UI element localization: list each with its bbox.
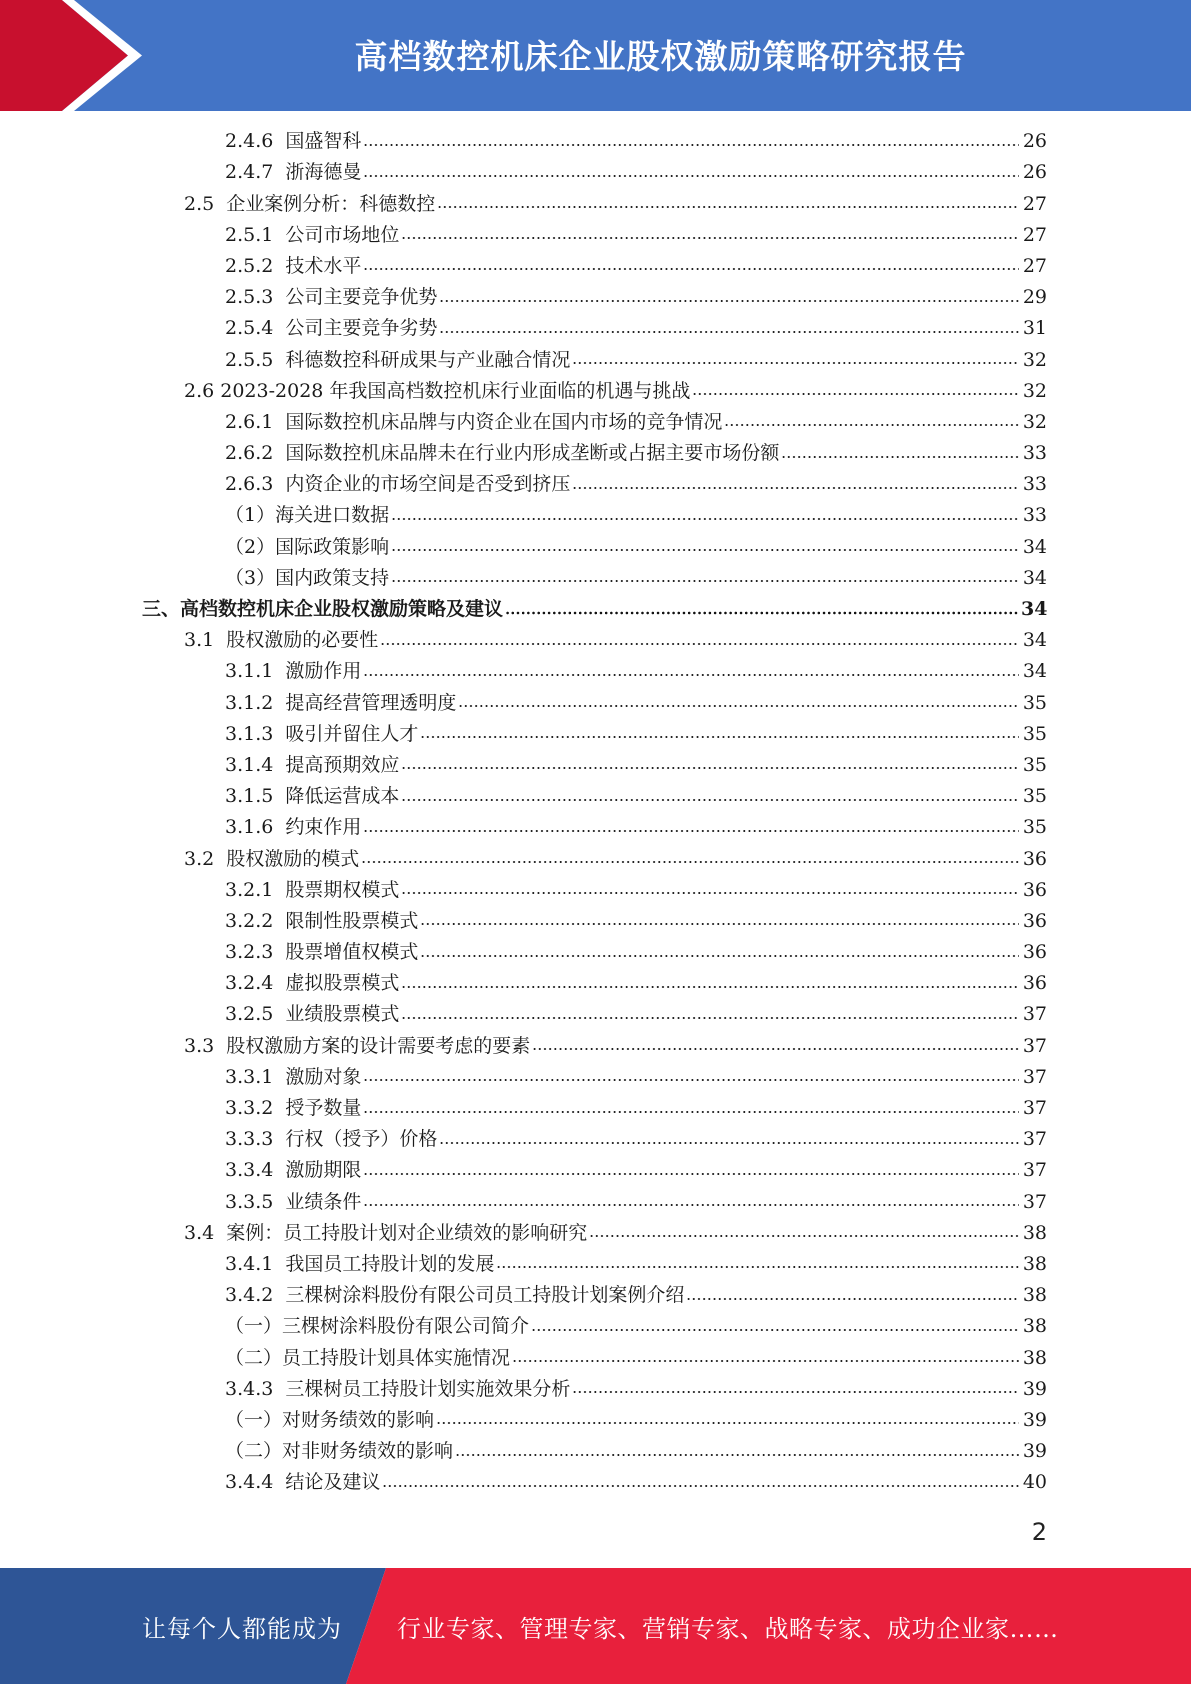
- toc-dot-leader: [363, 142, 1019, 147]
- toc-dot-leader: [512, 1359, 1019, 1364]
- toc-entry-page: 27: [1022, 192, 1047, 215]
- toc-entry-page: 34: [1022, 629, 1047, 652]
- toc-dot-leader: [724, 423, 1019, 428]
- toc-entry-page: 27: [1022, 223, 1047, 246]
- toc-entry-title: 2.4.7 浙海德曼: [225, 161, 362, 184]
- toc-entry[interactable]: [0, 719, 1191, 750]
- toc-entry-page: 35: [1022, 785, 1047, 808]
- toc-dot-leader: [363, 1109, 1019, 1114]
- toc-dot-leader: [363, 267, 1019, 272]
- toc-entry[interactable]: [0, 1311, 1191, 1342]
- toc-entry[interactable]: [0, 376, 1191, 407]
- toc-entry[interactable]: [0, 1218, 1191, 1249]
- toc-entry-title: 3.3 股权激励方案的设计需要考虑的要素: [184, 1034, 531, 1057]
- toc-dot-leader: [589, 1234, 1019, 1239]
- toc-dot-leader: [436, 1421, 1019, 1426]
- toc-entry-page: 37: [1022, 1065, 1047, 1088]
- toc-entry-page: 39: [1022, 1377, 1047, 1400]
- toc-dot-leader: [572, 361, 1019, 366]
- toc-entry-page: 32: [1022, 379, 1047, 402]
- toc-entry[interactable]: [0, 937, 1191, 968]
- toc-entry-title: 3.2.3 股票增值权模式: [225, 941, 419, 964]
- toc-entry[interactable]: [0, 1155, 1191, 1186]
- toc-entry-page: 37: [1022, 1190, 1047, 1213]
- toc-entry-title: 2.4.6 国盛智科: [225, 130, 362, 153]
- toc-entry-title: （二）员工持股计划具体实施情况: [225, 1346, 511, 1369]
- toc-entry-page: 36: [1022, 847, 1047, 870]
- toc-entry[interactable]: [0, 469, 1191, 500]
- toc-entry[interactable]: [0, 625, 1191, 656]
- toc-dot-leader: [391, 516, 1019, 521]
- toc-entry-page: 36: [1022, 878, 1047, 901]
- toc-entry[interactable]: [0, 157, 1191, 188]
- toc-entry[interactable]: [0, 1030, 1191, 1061]
- toc-entry-title: 2.6.1 国际数控机床品牌与内资企业在国内市场的竞争情况: [225, 410, 723, 433]
- toc-dot-leader: [420, 953, 1019, 958]
- toc-entry[interactable]: [0, 1405, 1191, 1436]
- toc-entry[interactable]: [0, 750, 1191, 781]
- toc-entry[interactable]: [0, 1186, 1191, 1217]
- toc-entry-page: 36: [1022, 909, 1047, 932]
- toc-entry-page: 36: [1022, 941, 1047, 964]
- toc-entry-title: （一）三棵树涂料股份有限公司简介: [225, 1315, 530, 1338]
- toc-entry[interactable]: [0, 999, 1191, 1030]
- toc-dot-leader: [572, 485, 1019, 490]
- toc-entry[interactable]: [0, 906, 1191, 937]
- toc-entry-title: 2.5.4 公司主要竞争劣势: [225, 317, 438, 340]
- toc-entry-page: 33: [1022, 504, 1047, 527]
- toc-dot-leader: [420, 735, 1019, 740]
- toc-entry-page: 40: [1022, 1471, 1047, 1494]
- toc-entry-page: 34: [1022, 566, 1047, 589]
- toc-entry-page: 38: [1022, 1221, 1047, 1244]
- toc-dot-leader: [401, 1015, 1019, 1020]
- toc-dot-leader: [401, 236, 1019, 241]
- toc-entry-title: （2）国际政策影响: [225, 535, 390, 558]
- toc-entry-page: 37: [1022, 1003, 1047, 1026]
- toc-dot-leader: [363, 1078, 1019, 1083]
- toc-entry-page: 34: [1022, 660, 1047, 683]
- toc-entry-title: 3.4.2 三棵树涂料股份有限公司员工持股计划案例介绍: [225, 1284, 685, 1307]
- toc-entry-page: 39: [1022, 1440, 1047, 1463]
- toc-dot-leader: [382, 1483, 1019, 1488]
- toc-entry[interactable]: [0, 843, 1191, 874]
- report-header: [0, 0, 1191, 111]
- toc-entry[interactable]: [0, 1249, 1191, 1280]
- toc-entry-title: 2.6.3 内资企业的市场空间是否受到挤压: [225, 473, 571, 496]
- toc-entry-title: 3.1.4 提高预期效应: [225, 753, 400, 776]
- report-title: 高档数控机床企业股权激励策略研究报告: [354, 36, 967, 76]
- toc-entry-title: （1）海关进口数据: [225, 504, 390, 527]
- toc-entry-title: 2.5.2 技术水平: [225, 254, 362, 277]
- toc-entry-title: 3.4.3 三棵树员工持股计划实施效果分析: [225, 1377, 571, 1400]
- toc-entry[interactable]: [0, 220, 1191, 251]
- toc-entry-title: 2.5.3 公司主要竞争优势: [225, 286, 438, 309]
- toc-entry-title: 3.3.4 激励期限: [225, 1159, 362, 1182]
- toc-dot-leader: [401, 766, 1019, 771]
- toc-entry[interactable]: [0, 438, 1191, 469]
- toc-entry-page: 29: [1022, 286, 1047, 309]
- toc-entry[interactable]: [0, 1062, 1191, 1093]
- toc-entry-page: 35: [1022, 722, 1047, 745]
- toc-dot-leader: [439, 329, 1019, 334]
- footer-slogan-right: 行业专家、管理专家、营销专家、战略专家、成功企业家……: [397, 1614, 1059, 1643]
- toc-dot-leader: [531, 1327, 1019, 1332]
- toc-entry-title: 2.5.1 公司市场地位: [225, 223, 400, 246]
- toc-entry-title: 3.2 股权激励的模式: [184, 847, 360, 870]
- toc-entry-title: （3）国内政策支持: [225, 566, 390, 589]
- toc-entry-title: 2.6 2023-2028 年我国高档数控机床行业面临的机遇与挑战: [184, 379, 691, 402]
- toc-dot-leader: [505, 610, 1019, 615]
- toc-entry[interactable]: [0, 875, 1191, 906]
- toc-entry[interactable]: [0, 1342, 1191, 1373]
- toc-entry[interactable]: [0, 344, 1191, 375]
- toc-entry-page: 38: [1022, 1284, 1047, 1307]
- toc-entry-title: 3.4.1 我国员工持股计划的发展: [225, 1252, 495, 1275]
- toc-entry-page: 32: [1022, 410, 1047, 433]
- toc-dot-leader: [361, 860, 1019, 865]
- toc-dot-leader: [439, 1140, 1019, 1145]
- toc-entry[interactable]: [0, 531, 1191, 562]
- toc-entry-title: 三、高档数控机床企业股权激励策略及建议: [142, 598, 504, 620]
- toc-entry-page: 36: [1022, 972, 1047, 995]
- toc-entry-title: 3.4 案例：员工持股计划对企业绩效的影响研究: [184, 1221, 588, 1244]
- toc-entry[interactable]: [0, 407, 1191, 438]
- toc-dot-leader: [496, 1265, 1019, 1270]
- toc-entry[interactable]: [0, 812, 1191, 843]
- toc-entry[interactable]: [0, 594, 1191, 625]
- footer-banner: [0, 1568, 1191, 1684]
- toc-entry-page: 34: [1022, 535, 1047, 558]
- toc-entry[interactable]: [0, 781, 1191, 812]
- toc-entry-page: 34: [1021, 598, 1048, 620]
- toc-dot-leader: [692, 392, 1019, 397]
- toc-entry-page: 33: [1022, 473, 1047, 496]
- toc-entry-page: 26: [1022, 161, 1047, 184]
- toc-dot-leader: [363, 1171, 1019, 1176]
- toc-entry-title: （二）对非财务绩效的影响: [225, 1440, 454, 1463]
- footer-slogan-left: 让每个人都能成为: [142, 1614, 342, 1643]
- toc-dot-leader: [572, 1390, 1019, 1395]
- toc-dot-leader: [437, 205, 1019, 210]
- toc-entry-title: 3.3.2 授予数量: [225, 1097, 362, 1119]
- toc-dot-leader: [401, 984, 1019, 989]
- toc-entry[interactable]: [0, 1467, 1191, 1498]
- toc-entry-title: 3.1.3 吸引并留住人才: [225, 722, 419, 745]
- toc-dot-leader: [439, 298, 1019, 303]
- toc-dot-leader: [380, 641, 1019, 646]
- toc-dot-leader: [363, 672, 1019, 677]
- toc-entry-title: 3.1.2 提高经营管理透明度: [225, 691, 457, 714]
- toc-entry-title: 2.5.5 科德数控科研成果与产业融合情况: [225, 348, 571, 371]
- toc-entry-page: 35: [1022, 691, 1047, 714]
- toc-entry-title: 3.1.1 激励作用: [225, 660, 362, 683]
- toc-dot-leader: [420, 922, 1019, 927]
- toc-entry-page: 31: [1022, 317, 1047, 340]
- toc-entry-title: 2.6.2 国际数控机床品牌未在行业内形成垄断或占据主要市场份额: [225, 442, 780, 465]
- toc-entry-title: 3.3.1 激励对象: [225, 1065, 362, 1088]
- toc-entry-page: 38: [1022, 1252, 1047, 1275]
- toc-entry[interactable]: [0, 500, 1191, 531]
- toc-entry[interactable]: [0, 1436, 1191, 1467]
- toc-entry[interactable]: [0, 251, 1191, 282]
- toc-dot-leader: [401, 891, 1019, 896]
- toc-entry-page: 27: [1022, 254, 1047, 277]
- toc-entry-title: 3.2.5 业绩股票模式: [225, 1003, 400, 1026]
- toc-entry-page: 37: [1022, 1128, 1047, 1151]
- toc-dot-leader: [363, 828, 1019, 833]
- toc-entry-page: 39: [1022, 1408, 1047, 1431]
- toc-entry-page: 37: [1022, 1097, 1047, 1119]
- toc-entry-title: 3.1.6 约束作用: [225, 816, 362, 839]
- toc-entry-title: 3.2.4 虚拟股票模式: [225, 972, 400, 995]
- toc-dot-leader: [363, 1203, 1019, 1208]
- toc-dot-leader: [455, 1452, 1019, 1457]
- toc-entry-title: 3.1 股权激励的必要性: [184, 629, 379, 652]
- toc-entry-title: 3.4.4 结论及建议: [225, 1471, 381, 1494]
- toc-dot-leader: [391, 579, 1019, 584]
- toc-entry-title: 3.2.2 限制性股票模式: [225, 909, 419, 932]
- toc-entry-title: 3.3.3 行权（授予）价格: [225, 1128, 438, 1151]
- toc-entry-page: 32: [1022, 348, 1047, 371]
- toc-entry[interactable]: [0, 282, 1191, 313]
- toc-entry-page: 33: [1022, 442, 1047, 465]
- toc-entry-title: 3.1.5 降低运营成本: [225, 785, 400, 808]
- toc-entry-title: 3.2.1 股票期权模式: [225, 878, 400, 901]
- toc-dot-leader: [363, 173, 1019, 178]
- toc-entry[interactable]: [0, 1124, 1191, 1155]
- toc-entry-title: （一）对财务绩效的影响: [225, 1408, 435, 1431]
- page-number: 2: [1031, 1518, 1047, 1546]
- toc-entry[interactable]: [0, 1280, 1191, 1311]
- toc-entry[interactable]: [0, 563, 1191, 594]
- toc-entry[interactable]: [0, 968, 1191, 999]
- toc-entry-page: 26: [1022, 130, 1047, 153]
- toc-entry[interactable]: [0, 313, 1191, 344]
- toc-entry[interactable]: [0, 687, 1191, 718]
- toc-entry[interactable]: [0, 126, 1191, 157]
- toc-entry-title: 2.5 企业案例分析：科德数控: [184, 192, 436, 215]
- toc-dot-leader: [401, 797, 1019, 802]
- table-of-contents: [0, 126, 1191, 1498]
- toc-entry[interactable]: [0, 656, 1191, 687]
- toc-dot-leader: [686, 1296, 1019, 1301]
- toc-entry-page: 35: [1022, 753, 1047, 776]
- toc-dot-leader: [532, 1047, 1019, 1052]
- toc-dot-leader: [781, 454, 1019, 459]
- toc-entry-title: 3.3.5 业绩条件: [225, 1190, 362, 1213]
- toc-entry-page: 37: [1022, 1159, 1047, 1182]
- toc-entry[interactable]: [0, 1374, 1191, 1405]
- toc-dot-leader: [391, 548, 1019, 553]
- toc-dot-leader: [458, 704, 1019, 709]
- toc-entry-page: 38: [1022, 1346, 1047, 1369]
- toc-entry[interactable]: [0, 188, 1191, 219]
- toc-entry-page: 35: [1022, 816, 1047, 839]
- toc-entry-page: 38: [1022, 1315, 1047, 1338]
- toc-entry-page: 37: [1022, 1034, 1047, 1057]
- toc-entry[interactable]: [0, 1093, 1191, 1124]
